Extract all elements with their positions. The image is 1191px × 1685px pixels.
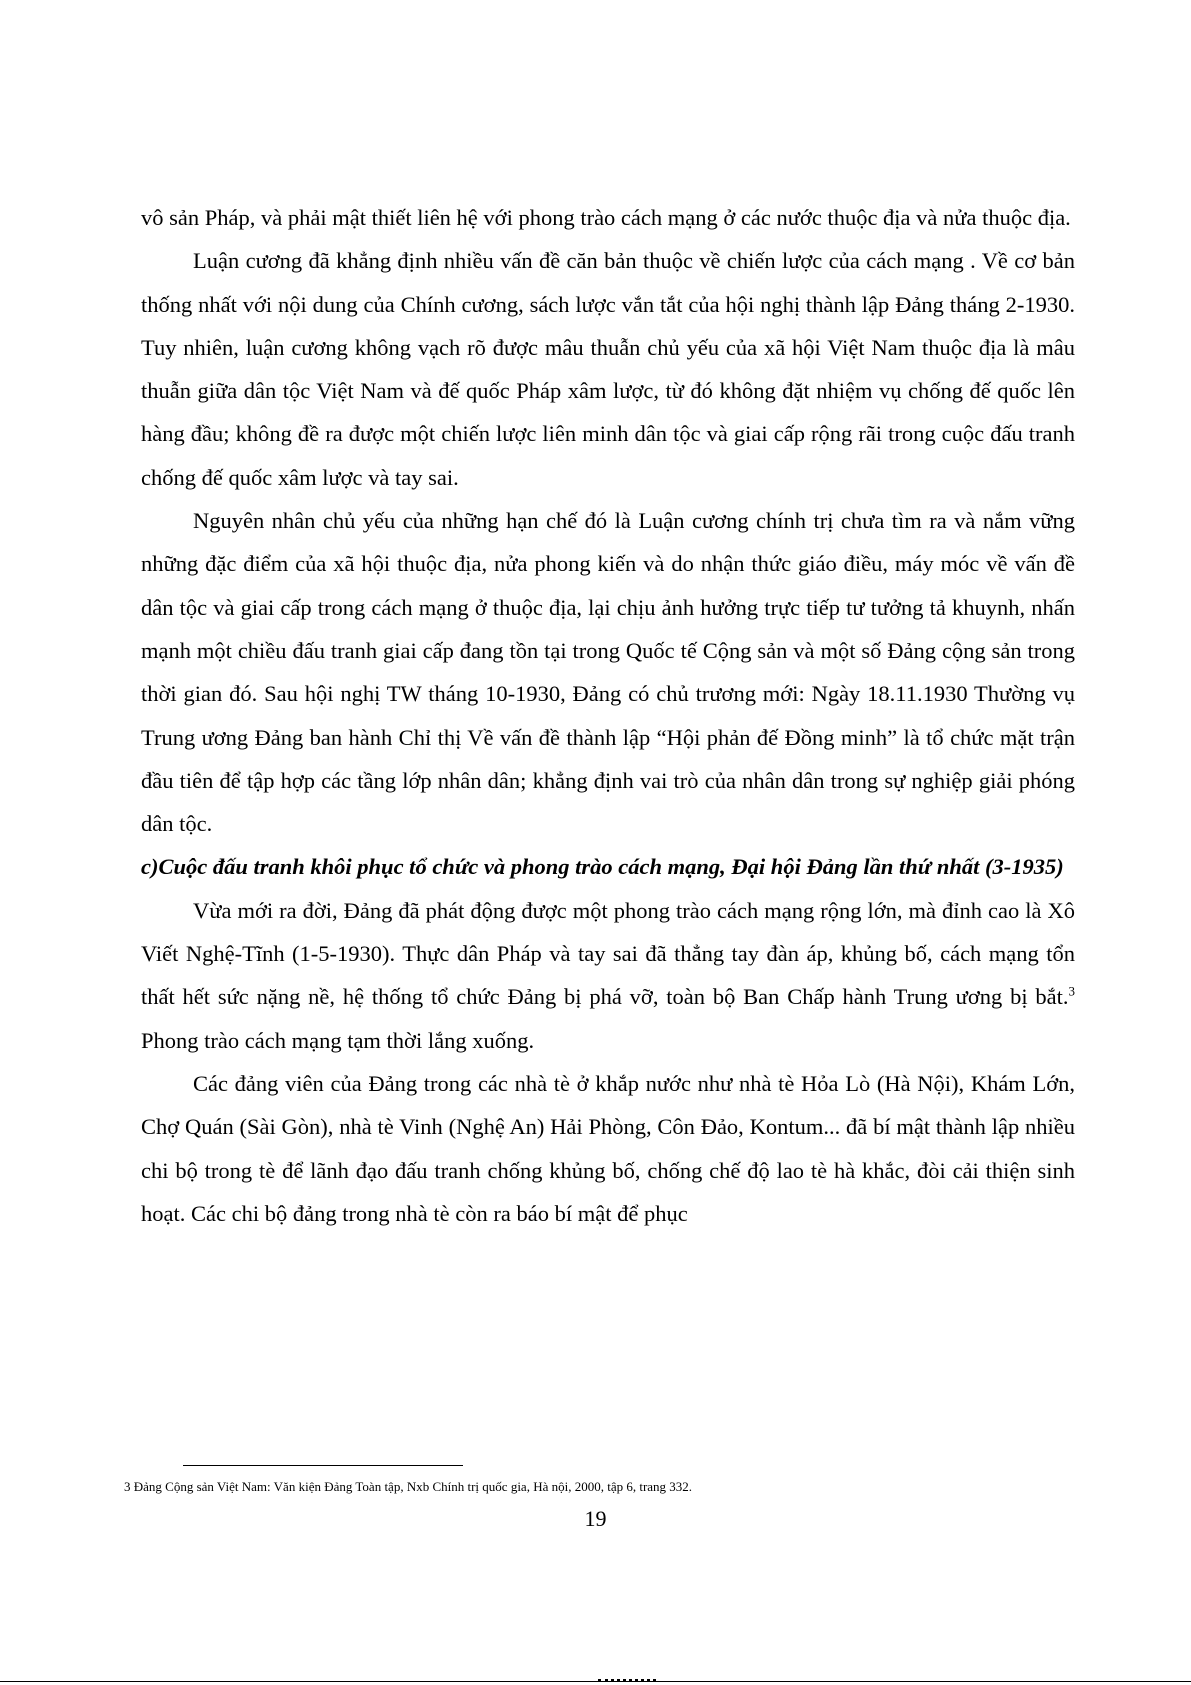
body-text [141, 196, 1075, 1235]
paragraph-continuation: vô sản Pháp, và phải mật thiết liên hệ với phong trào cách mạng ở các nước thuộc địa và nửa thuộc địa. [141, 205, 1071, 230]
page-number: 19 [584, 1506, 607, 1531]
section-heading: c)Cuộc đấu tranh khôi phục tổ chức và phong trào cách mạng, Đại hội Đảng lần thứ nhất (3-1935) [141, 854, 1064, 880]
footnote-text: Đảng Cộng sản Việt Nam: Văn kiện Đảng Toàn tập, Nxb Chính trị quốc gia, Hà nội, 2000, tập 6, trang 332. [133, 1479, 693, 1494]
footnote-separator [183, 1465, 463, 1466]
paragraph-nguyen-nhan: Nguyên nhân chủ yếu của những hạn chế đó là Luận cương chính trị chưa tìm ra và nắm vững những đặc điểm của xã hội thuộc địa, nửa phong kiến và do nhận thức giáo điều, máy móc về vấn đề dân tộc và giai cấp trong cách mạng ở thuộc địa, lại chịu ảnh hưởng trực tiếp tư tưởng tả khuynh, nhấn mạnh một chiều đấu tranh giai cấp đang tồn tại trong Quốc tế Cộng sản và một số Đảng cộng sản trong thời gian đó. Sau hội nghị TW tháng 10-1930, Đảng có chủ trương mới: Ngày 18.11.1930 Thường vụ Trung ương Đảng ban hành Chỉ thị Về vấn đề thành lập “Hội phản đế Đồng minh” là tổ chức mặt trận đầu tiên để tập hợp các tầng lớp nhân dân; khẳng định vai trò của nhân dân trong sự nghiệp giải phóng dân tộc. [141, 508, 1075, 837]
paragraph-vua-moi-ra-doi [141, 889, 1075, 1062]
paragraph-text: Vừa mới ra đời, Đảng đã phát động được một phong trào cách mạng rộng lớn, mà đỉnh cao là Xô Viết Nghệ-Tĩnh (1-5-1930). Thực dân Pháp và tay sai đã thẳng tay đàn áp, khủng bố, cách mạng tổn thất hết sức nặng nề, hệ thống tổ chức Đảng bị phá vỡ, toàn bộ Ban Chấp hành Trung ương bị bắt. [141, 897, 1075, 1010]
footnote-reference: 3 [1068, 983, 1075, 999]
footnote [124, 1479, 1074, 1495]
paragraph-luan-cuong: Luận cương đã khẳng định nhiều vấn đề căn bản thuộc về chiến lược của cách mạng . Về cơ bản thống nhất với nội dung của Chính cương, sách lược vắn tắt của hội nghị thành lập Đảng tháng 2-1930. Tuy nhiên, luận cương không vạch rõ được mâu thuẫn chủ yếu của xã hội Việt Nam thuộc địa là mâu thuẫn giữa dân tộc Việt Nam và đế quốc Pháp xâm lược, từ đó không đặt nhiệm vụ chống đế quốc lên hàng đầu; không đề ra được một chiến lược liên minh dân tộc và giai cấp rộng rãi trong cuộc đấu tranh chống đế quốc xâm lược và tay sai. [141, 248, 1075, 490]
bottom-border [0, 1681, 1191, 1682]
paragraph-text-tail: Phong trào cách mạng tạm thời lắng xuống. [141, 1027, 535, 1053]
bottom-mark [598, 1679, 656, 1682]
paragraph-dang-vien: Các đảng viên của Đảng trong các nhà tè ở khắp nước như nhà tè Hỏa Lò (Hà Nội), Khám Lớn, Chợ Quán (Sài Gòn), nhà tè Vinh (Nghệ An) Hải Phòng, Côn Đảo, Kontum... đã bí mật thành lập nhiều chi bộ trong tè để lãnh đạo đấu tranh chống khủng bố, chống chế độ lao tè hà khắc, đòi cải thiện sinh hoạt. Các chi bộ đảng trong nhà tè còn ra báo bí mật để phục [141, 1070, 1075, 1226]
footnote-number: 3 [124, 1479, 131, 1494]
